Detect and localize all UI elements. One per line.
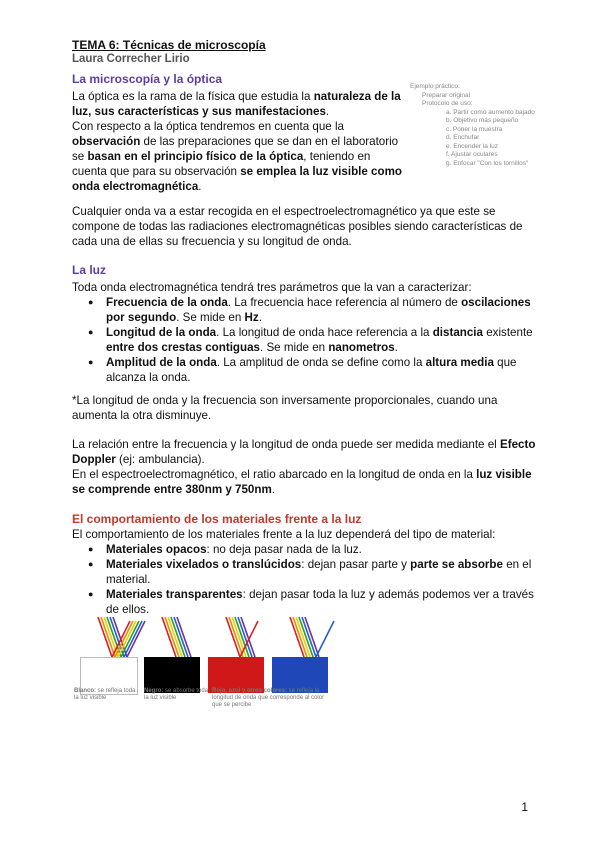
section-heading: La luz <box>72 263 107 277</box>
document-title: TEMA 6: Técnicas de microscopía <box>72 38 266 52</box>
section-materials <box>72 512 542 617</box>
list-item: ● Amplitud de la onda. La amplitud de onda se define como la altura media que alcanza la onda. <box>72 355 542 385</box>
paragraph-optics: La óptica es la rama de la física que estudia la naturaleza de la luz, sus características y sus manifestaciones. <box>72 90 401 118</box>
paragraph-spectrum: Cualquier onda va a estar recogida en el espectroelectromagnético ya que este se compone de todas las radiaciones electromagnéticas posibles siendo características de cada una de ellas su frecuencia y su longitud de onda. <box>72 205 523 248</box>
materials-list <box>72 542 542 617</box>
document-author: Laura Correcher Lirio <box>72 53 190 65</box>
list-item: ● Materiales opacos: no deja pasar nada de la luz. <box>72 542 542 557</box>
section-microscopy <box>72 72 402 194</box>
list-item: ● Frecuencia de la onda. La frecuencia hace referencia al número de oscilaciones por segundo. Se mide en Hz. <box>72 295 542 325</box>
light-reflection-figure <box>72 615 340 715</box>
paragraph-observation: Con respecto a la óptica tendremos en cuenta que la observación de las preparaciones que se dan en el laboratorio se basan en el principio físico de la óptica, teniendo en cuenta que para su observación se emplea la luz visible como onda electromagnética. <box>72 120 402 193</box>
paragraph-intro: El comportamiento de los materiales frente a la luz dependerá del tipo de material: <box>72 528 496 541</box>
paragraph-doppler-spectrum: La relación entre la frecuencia y la longitud de onda puede ser medida mediante el Efecto Doppler (ej: ambulancia). En el espectroelectromagnético, el ratio abarcado en la longitud de onda en la luz visible se comprende entre 380nm y 750nm. <box>72 438 536 496</box>
section-heading: La microscopía y la óptica <box>72 72 223 86</box>
list-item: ● Longitud de la onda. La longitud de onda hace referencia a la distancia existente entre dos crestas contiguas. Se mide en nanometros. <box>72 325 542 355</box>
caption-colors: Rojo, azul y otros colores: se refleja la longitud de onda que corresponde al color que se percibe <box>212 688 325 708</box>
rays-white <box>98 617 145 657</box>
rays-red <box>226 617 258 657</box>
caption-white: Blanco: se refleja toda la luz visible <box>74 688 136 701</box>
paragraph-note: *La longitud de onda y la frecuencia son inversamente proporcionales, cuando una aumenta la otra disminuye. <box>72 394 498 422</box>
parameters-list <box>72 295 542 385</box>
list-item: ● Materiales vixelados o translúcidos: dejan pasar parte y parte se absorbe en el material. <box>72 557 542 587</box>
section-heading: El comportamiento de los materiales frente a la luz <box>72 512 362 526</box>
practical-example-note: Ejemplo práctico: Preparar original Protocolo de uso: a. Partir como aumento bajado b. Objetivo más pequeño c. Poner la muestra d. Enchufar e. Encender la luz f. Ajustar oculares g. Enfocar "Con los tornillos" <box>410 83 535 167</box>
section-light <box>72 263 542 385</box>
rays-black <box>162 617 191 657</box>
list-item: ● Materiales transparentes: dejan pasar toda la luz y además podemos ver a través de ellos. <box>72 587 542 617</box>
page-number: 1 <box>521 800 528 814</box>
paragraph-intro: Toda onda electromagnética tendrá tres parámetros que la van a caracterizar: <box>72 281 472 294</box>
caption-black: Negro: se absorbe toda la luz visible <box>144 688 209 701</box>
rays-blue <box>290 617 334 657</box>
